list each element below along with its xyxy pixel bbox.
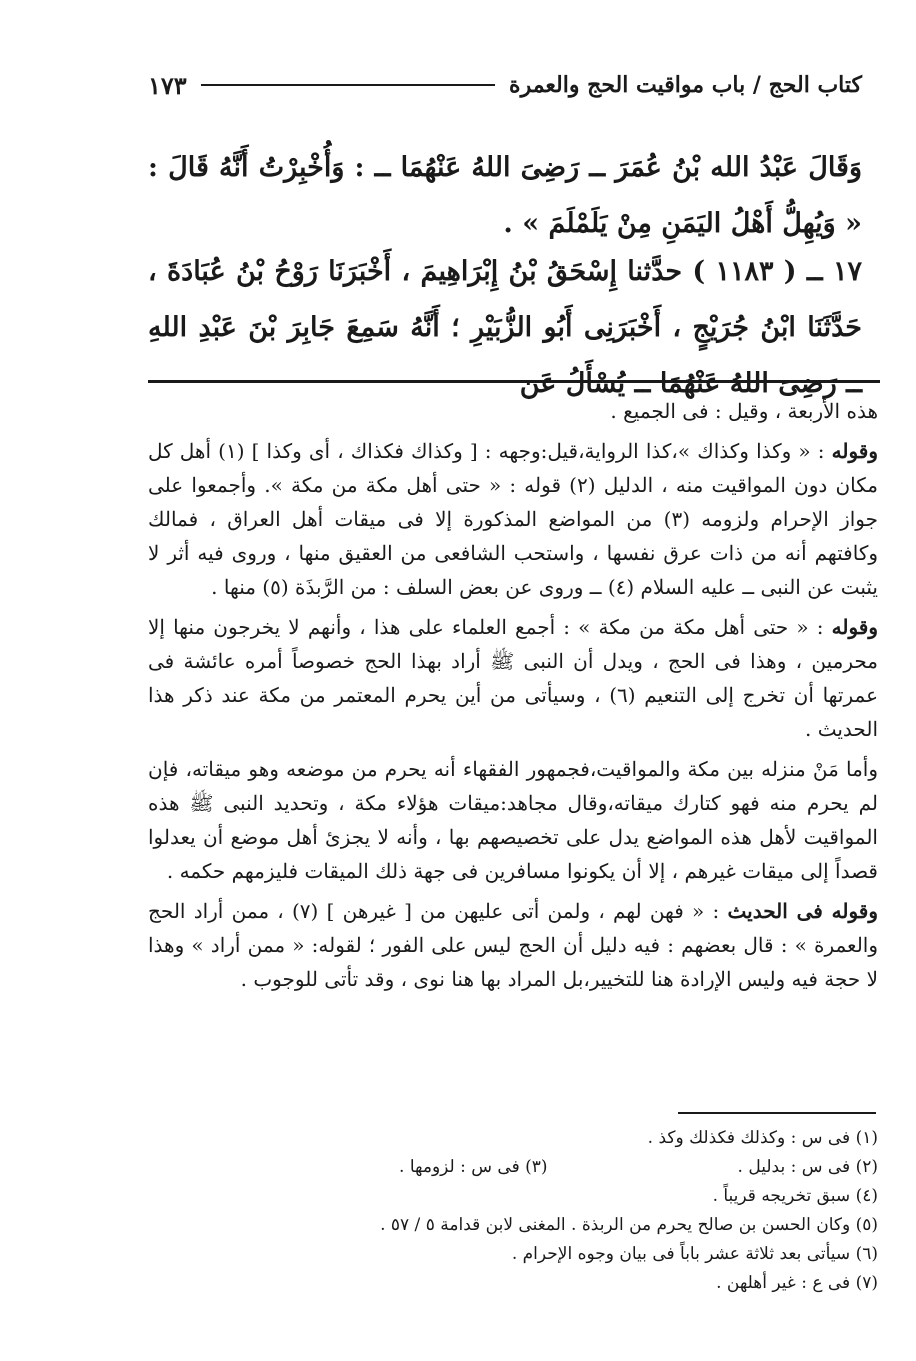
header-rule: [201, 84, 495, 86]
main-text-separator: [148, 380, 880, 383]
footnote: (٤) سبق تخريجه قريباً .: [712, 1186, 878, 1206]
commentary-paragraph: [148, 394, 878, 428]
commentary-text: هذه الأربعة ، وقيل : فى الجميع .: [610, 399, 878, 423]
footnote: (٥) وكان الحسن بن صالح يحرم من الربذة . المغنى لابن قدامة ٥ / ٥٧ .: [380, 1215, 878, 1235]
commentary-paragraph: [148, 894, 878, 996]
footnote-row: [300, 1153, 878, 1182]
commentary-text: وأما مَنْ منزله بين مكة والمواقيت،فجمهور الفقهاء أنه يحرم من موضعه وهو ميقاته، فإن لم يحرم منه فهو كتارك ميقاته،وقال مجاهد:ميقات هؤلاء مكة ، وتحديد النبى ﷺ هذه المواقيت لأهل هذه المواضع يدل على تخصيصهم بها ، وأنه لا يجزئ أهل موضع أن يعدلوا قصداً إلى ميقات غيرهم ، إلا أن يكونوا مسافرين فى جهة ذلك الميقات فليزمهم حكمه .: [148, 757, 878, 883]
commentary-text: : « فهن لهم ، ولمن أتى عليهن من [ غيرهن ] (٧) ، ممن أراد الحج والعمرة » : قال بعضهم : فيه دليل أن الحج ليس على الفور ؛ لقوله: « ممن أراد » وهذا لا حجة فيه وليس الإرادة هنا للتخيير،بل المراد بها هنا نوى ، وقد تأتى للوجوب .: [148, 899, 878, 991]
hadith-text-block: [148, 244, 862, 412]
commentary-block: [148, 394, 878, 1002]
page-number: ١٧٣: [148, 70, 187, 100]
hadith-text-block: [148, 140, 862, 252]
running-header: [148, 68, 862, 102]
footnotes: [300, 1124, 878, 1298]
footnote: (٢) فى س : بدليل .: [737, 1157, 878, 1177]
commentary-lead: وقوله: [831, 615, 879, 639]
footnote: (٣) فى س : لزومها .: [399, 1157, 548, 1177]
footnote: (٧) فى ع : غير أهلهن .: [716, 1273, 878, 1293]
chapter-title: كتاب الحج / باب مواقيت الحج والعمرة: [509, 72, 862, 98]
commentary-text: : « حتى أهل مكة من مكة » : أجمع العلماء على هذا ، وأنهم لا يخرجون منها إلا محرمين ، وهذا فى الحج ، ويدل أن النبى ﷺ أراد بهذا الحج خصوصاً أمره عائشة فى عمرتها أن تخرج إلى التنعيم (٦) ، وسيأتى من أين يحرم المعتمر من مكة عند ذكر هذا الحديث .: [148, 615, 878, 741]
commentary-paragraph: [148, 752, 878, 888]
footnote-rule: [678, 1112, 876, 1114]
commentary-paragraph: [148, 610, 878, 746]
footnote: (٦) سيأتى بعد ثلاثة عشر باباً فى بيان وجوه الإحرام .: [511, 1244, 878, 1264]
commentary-lead: وقوله: [831, 439, 879, 463]
hadith-paragraph: ١٧ ــ ( ١١٨٣ ) حدَّثنا إِسْحَقُ بْنُ إِبْرَاهِيمَ ، أَخْبَرَنَا رَوْحُ بْنُ عُبَادَةَ ، حَدَّثَنَا ابْنُ جُرَيْجٍ ، أَخْبَرَنِى أَبُو الزُّبَيْرِ ؛ أَنَّهُ سَمِعَ جَابِرَ بْنَ عَبْدِ اللهِ ــ رَضِىَ اللهُ عَنْهُمَا ــ يُسْأَلُ عَن: [148, 256, 863, 399]
commentary-lead: وقوله فى الحديث: [727, 899, 879, 923]
commentary-paragraph: [148, 434, 878, 604]
hadith-paragraph: وَقَالَ عَبْدُ الله بْنُ عُمَرَ ــ رَضِىَ اللهُ عَنْهُمَا ــ : وَأُخْبِرْتُ أَنَّهُ قَالَ : « وَيُهِلُّ أَهْلُ اليَمَنِ مِنْ يَلَمْلَمَ » .: [148, 152, 862, 239]
footnote: (١) فى س : وكذلك فكذلك وكذ .: [647, 1128, 878, 1148]
commentary-text: : « وكذا وكذاك »،كذا الرواية،قيل:وجهه : [ وكذاك فكذاك ، أى وكذا ] (١) أهل كل مكان دون المواقيت منه ، الدليل (٢) قوله : « حتى أهل مكة من مكة ». وأجمعوا على جواز الإحرام ولزومه (٣) من المواضع المذكورة إلا فى ميقات أهل العراق ، فمالك وكافتهم أنه من ذات عرق نفسها ، واستحب الشافعى من العقيق منها ، وروى فيه أثر لا يثبت عن النبى ــ عليه السلام (٤) ــ وروى عن بعض السلف : من الرَّبذَة (٥) منها .: [148, 439, 879, 599]
